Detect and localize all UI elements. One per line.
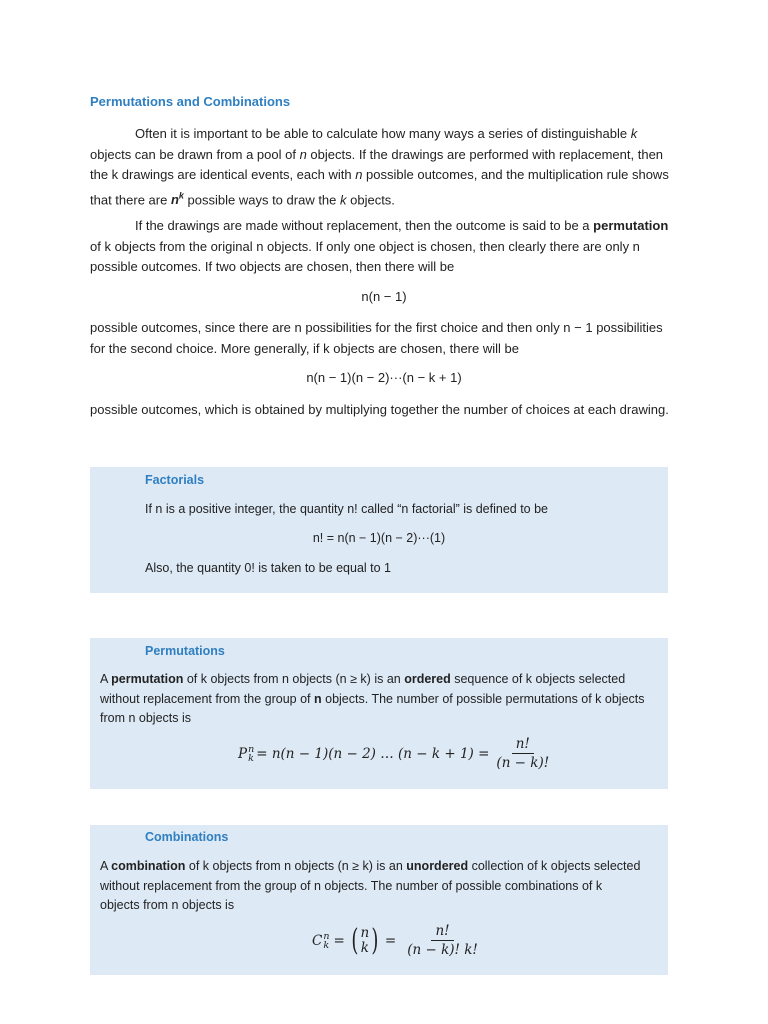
bold-term-permutation: permutation	[111, 672, 184, 686]
var-n: n	[299, 146, 307, 162]
text-run: of k objects from n objects (n ≥ k) is an	[183, 672, 405, 686]
bold-term-combination: combination	[111, 859, 186, 873]
paragraph-possible-outcomes: possible outcomes, since there are n possibilities for the first choice and then only n − 1 possibilities for the second choice. More generally, if k objects are chosen, there will be	[90, 320, 663, 356]
combinations-definition	[100, 857, 645, 916]
permutation-symbol: P	[238, 745, 248, 762]
text-run: objects can be drawn from a pool of	[90, 146, 300, 162]
paragraph-permutation-def	[90, 216, 680, 278]
var-n-power-exp: k	[178, 190, 184, 201]
permutation-sub: k	[248, 752, 254, 764]
formula-two-choices: n(n − 1)	[361, 289, 407, 304]
combinations-box	[90, 825, 668, 975]
text-run: sequence of k objects selected without replacement from the group of	[100, 672, 626, 706]
combinations-title: Combinations	[145, 830, 229, 844]
fraction-denominator: (n − k)! k!	[407, 942, 478, 958]
var-k: k	[340, 191, 347, 207]
text-run: objects. If the drawings are performed with replacement, then the k drawings are identical events, each with	[90, 146, 664, 182]
binom-bottom: k	[360, 939, 369, 956]
factorials-title: Factorials	[145, 473, 205, 487]
paragraph-intro	[90, 124, 680, 210]
text-run: objects. The number of possible permutations of k objects from n objects is	[100, 691, 645, 725]
text-run: collection of k objects selected without replacement from the group of n objects. The number of possible combinations of k objects from n objects is	[100, 859, 641, 912]
paragraph-multiplying: possible outcomes, which is obtained by multiplying together the number of choices at each drawing.	[90, 402, 669, 417]
permutation-formula	[238, 736, 556, 771]
left-paren: (	[351, 922, 359, 958]
formula-k-choices: n(n − 1)(n − 2)···(n − k + 1)	[306, 370, 462, 385]
factorial-formula: n! = n(n − 1)(n − 2)···(1)	[312, 531, 446, 545]
section-heading: Permutations and Combinations	[90, 94, 291, 109]
text-run: of k objects from the original n objects. If only one object is chosen, then clearly there are only n possible outcomes. If two objects are chosen, then there will be	[90, 238, 640, 274]
text-run: If the drawings are made without replacement, then the outcome is said to be a	[135, 218, 594, 233]
bold-term-n: n	[314, 691, 322, 706]
combination-fraction	[403, 923, 482, 958]
equals-sign: =	[384, 932, 397, 949]
fraction-numerator: n!	[431, 923, 453, 941]
bold-term-unordered: unordered	[406, 859, 469, 873]
binomial-coefficient	[349, 922, 381, 958]
factorials-definition: If n is a positive integer, the quantity n! called “n factorial” is defined to be	[145, 502, 549, 516]
var-n-power-base: n	[170, 191, 179, 207]
right-paren: )	[371, 922, 379, 958]
text-run: possible ways to draw the	[183, 191, 340, 207]
permutation-fraction	[492, 736, 553, 771]
factorials-box	[90, 467, 668, 593]
permutations-box	[90, 638, 668, 789]
permutation-product: = n(n − 1)(n − 2) … (n − k + 1) =	[256, 745, 490, 762]
fraction-numerator: n!	[512, 736, 534, 754]
text-run: Often it is important to be able to calculate how many ways a series of distinguishable	[135, 126, 631, 141]
binom-top: n	[360, 924, 370, 941]
factorials-zero-note: Also, the quantity 0! is taken to be equal to 1	[145, 561, 391, 575]
text-run: A	[100, 672, 112, 686]
text-run: objects.	[346, 191, 395, 207]
fraction-denominator: (n − k)!	[496, 755, 550, 771]
bold-term-ordered: ordered	[404, 672, 451, 686]
combination-sub: k	[323, 939, 330, 951]
var-n: n	[355, 167, 363, 182]
var-k: k	[630, 126, 638, 141]
combination-sup: n	[323, 930, 330, 942]
equals-sign: =	[333, 932, 345, 949]
permutation-sup: n	[248, 743, 255, 755]
bold-term-permutation: permutation	[593, 218, 669, 233]
combination-symbol: C	[312, 932, 323, 949]
permutations-definition	[100, 670, 645, 729]
text-run: A	[100, 859, 112, 873]
text-run: possible outcomes, and the multiplication rule shows that there are	[90, 167, 669, 207]
combination-formula	[312, 923, 485, 958]
permutations-title: Permutations	[145, 644, 225, 658]
text-run: of k objects from n objects (n ≥ k) is an	[185, 859, 407, 873]
